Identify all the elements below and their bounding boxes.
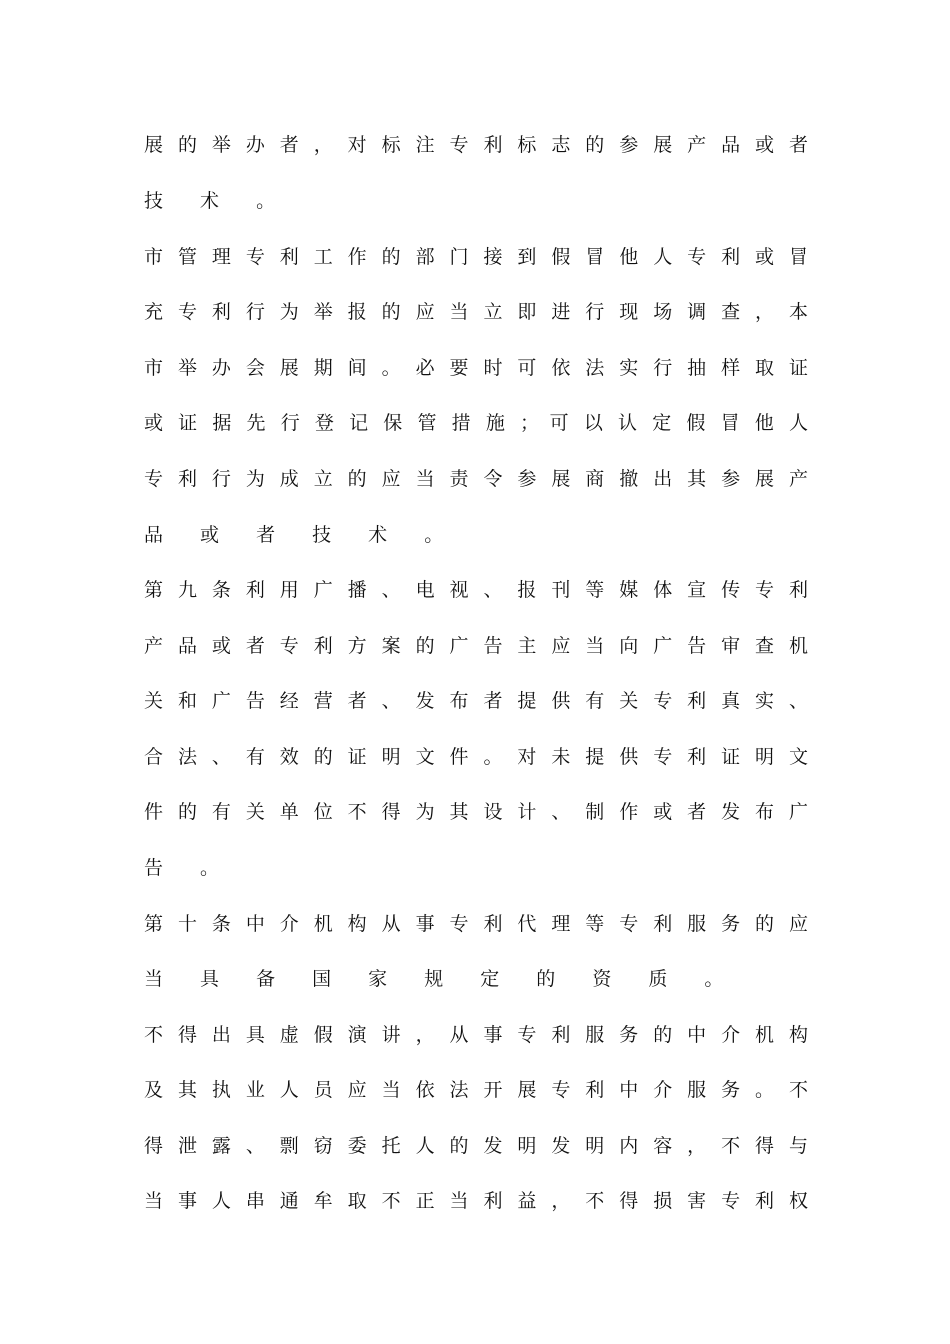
text-line: 技 术 。: [144, 190, 291, 212]
text-line: 第 十 条 中 介 机 构 从 事 专 利 代 理 等 专 利 服 务 的 应: [144, 913, 808, 935]
text-line: 展 的 举 办 者 ， 对 标 注 专 利 标 志 的 参 展 产 品 或 者: [144, 134, 808, 156]
text-line: 市 管 理 专 利 工 作 的 部 门 接 到 假 冒 他 人 专 利 或 冒: [144, 246, 808, 268]
text-line: 专 利 行 为 成 立 的 应 当 责 令 参 展 商 撤 出 其 参 展 产: [144, 468, 808, 490]
text-line: 或 证 据 先 行 登 记 保 管 措 施 ； 可 以 认 定 假 冒 他 人: [144, 412, 808, 434]
text-line: 充 专 利 行 为 举 报 的 应 当 立 即 进 行 现 场 调 查 ， 本: [144, 301, 808, 323]
text-line: 第 九 条 利 用 广 播 、 电 视 、 报 刊 等 媒 体 宣 传 专 利: [144, 579, 808, 601]
text-line: 市 举 办 会 展 期 间 。 必 要 时 可 依 法 实 行 抽 样 取 证: [144, 357, 808, 379]
text-line: 产 品 或 者 专 利 方 案 的 广 告 主 应 当 向 广 告 审 查 机: [144, 635, 808, 657]
text-line: 当 事 人 串 通 牟 取 不 正 当 利 益 ， 不 得 损 害 专 利 权: [144, 1190, 808, 1212]
text-line: 品 或 者 技 术 。: [144, 524, 459, 546]
text-line: 及 其 执 业 人 员 应 当 依 法 开 展 专 利 中 介 服 务 。 不: [144, 1079, 808, 1101]
text-line: 关 和 广 告 经 营 者 、 发 布 者 提 供 有 关 专 利 真 实 、: [144, 690, 808, 712]
text-line: 合 法 、 有 效 的 证 明 文 件 。 对 未 提 供 专 利 证 明 文: [144, 746, 808, 768]
text-line: 件 的 有 关 单 位 不 得 为 其 设 计 、 制 作 或 者 发 布 广: [144, 801, 808, 823]
text-line: 当 具 备 国 家 规 定 的 资 质 。: [144, 968, 739, 990]
text-line: 告 。: [144, 857, 235, 879]
text-line: 得 泄 露 、 剽 窃 委 托 人 的 发 明 发 明 内 容 ， 不 得 与: [144, 1135, 808, 1157]
text-line: 不 得 出 具 虚 假 演 讲 ， 从 事 专 利 服 务 的 中 介 机 构: [144, 1024, 808, 1046]
